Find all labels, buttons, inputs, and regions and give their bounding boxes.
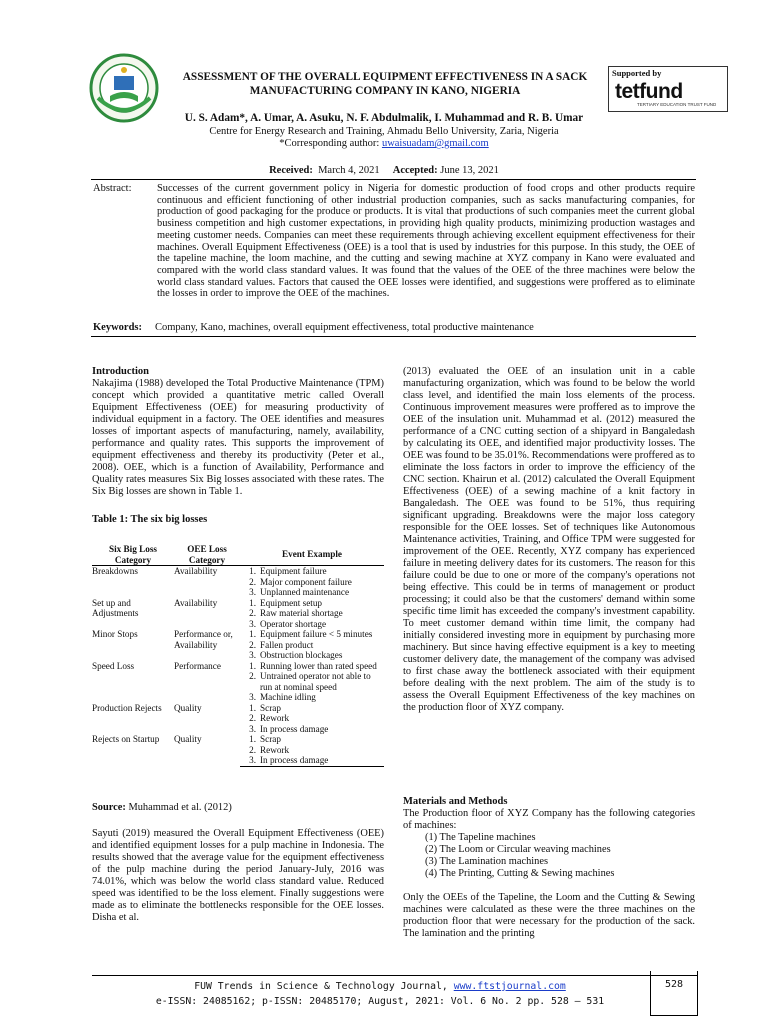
methods-paragraph-2: Only the OEEs of the Tapeline, the Loom and the Cutting & Sewing machines were calculated as these were the three machines on the production floor that were necessary for the production of the sack. The lamination and the printing bbox=[403, 892, 695, 939]
rule-top bbox=[91, 179, 696, 180]
methods-section bbox=[403, 796, 695, 940]
affiliation: Centre for Energy Research and Training, Ahmadu Bello University, Zaria, Nigeria bbox=[209, 126, 559, 137]
event-number: 1. bbox=[249, 734, 256, 744]
table-caption: Table 1: The six big losses bbox=[92, 514, 208, 525]
left-paragraph-2: Sayuti (2019) measured the Overall Equipment Effectiveness (OEE) and identified equipment losses for a pulp machine in Indonesia. The results showed that the average value for the equipment effectiveness of the pulp machine during the period January-July, 2016 was 74.01%, which was below the world class standard value. Reduced speed was identified to be the loss element. Finally suggestions were made as to eliminate the bottlenecks responsible for the OEE losses. Disha et al. bbox=[92, 828, 384, 923]
event-number: 1. bbox=[249, 660, 256, 671]
event-example-cell: Rework bbox=[260, 744, 290, 755]
event-number: 2. bbox=[249, 576, 256, 587]
event-number: 2. bbox=[249, 608, 256, 618]
event-example-cell: Machine idling bbox=[260, 692, 316, 702]
loss-category-cell: Set up and Adjustments bbox=[92, 597, 139, 618]
event-number: 1. bbox=[249, 597, 256, 608]
list-item: (3) The Lamination machines bbox=[425, 856, 549, 867]
rule-bottom bbox=[91, 336, 696, 337]
author-list: U. S. Adam*, A. Umar, A. Asuku, N. F. Abdulmalik, I. Muhammad and R. B. Umar bbox=[184, 112, 584, 124]
event-number: 3. bbox=[249, 587, 256, 597]
loss-category-cell: Breakdowns bbox=[92, 566, 138, 576]
event-example-cell: Rework bbox=[260, 713, 290, 723]
event-example-cell: Equipment setup bbox=[260, 597, 323, 608]
table-row bbox=[92, 566, 384, 577]
keywords-label: Keywords: bbox=[93, 322, 142, 333]
accepted-label: Accepted: bbox=[392, 165, 438, 176]
accepted-date: June 13, 2021 bbox=[440, 165, 499, 176]
oee-category-cell: Availability bbox=[174, 566, 218, 576]
methods-paragraph: The Production floor of XYZ Company has the following categories of machines: bbox=[403, 808, 695, 831]
event-example-cell: Major component failure bbox=[260, 576, 352, 587]
event-number: 3. bbox=[249, 692, 256, 702]
machine-list bbox=[403, 832, 695, 880]
received-label: Received: bbox=[269, 165, 313, 176]
list-item: (1) The Tapeline machines bbox=[425, 832, 536, 843]
table-row bbox=[92, 629, 384, 640]
intro-heading: Introduction bbox=[92, 366, 149, 377]
event-example-cell: Fallen product bbox=[260, 639, 314, 650]
six-big-losses-table bbox=[92, 544, 384, 767]
event-number: 3. bbox=[249, 618, 256, 629]
table-row bbox=[92, 734, 384, 745]
abstract-text: Successes of the current government policy in Nigeria for domestic production of food crops and other products require continuous and efficient functioning of other industrial production companies, such as sacks manufacturing companies, for production of good packaging for the produce or products. It is vital that productions of such companies meet the current global business competition and high customer expectations, in providing high quality products, minimizing production wastages and meeting customer needs. Companies can meet these requirements through achieving excellent equipment effectiveness for their machines. Overall Equipment Effectiveness (OEE) is a tool that is used by industries for this purpose. In this study, the OEE of the tapeline machine, the loom machine, and the cutting and sewing machine at XYZ company in Kano were evaluated and compared with the world class standard values. It was found that the values of the OEE of the three machines were below the world class standard values. Factors that caused the OEE losses were identified, and suggestions were proffered as to eliminate the losses in order to improve the OEE of the machines. bbox=[157, 183, 695, 300]
journal-url-link[interactable]: www.ftstjournal.com bbox=[453, 981, 566, 992]
affiliation-block bbox=[0, 126, 768, 150]
table-header: OEE Loss Category bbox=[174, 544, 240, 566]
loss-category-cell: Production Rejects bbox=[92, 702, 162, 713]
table-row bbox=[92, 703, 384, 714]
event-example-cell: Scrap bbox=[260, 734, 281, 744]
event-number: 2. bbox=[249, 744, 256, 755]
event-number: 1. bbox=[249, 629, 256, 639]
event-example-cell: Running lower than rated speed bbox=[260, 660, 377, 671]
event-number: 3. bbox=[249, 650, 256, 660]
oee-category-cell: Availability bbox=[174, 597, 218, 608]
corresponding-email-link[interactable]: uwaisuadam@gmail.com bbox=[381, 138, 489, 149]
oee-category-cell: Performance bbox=[174, 660, 221, 671]
event-example-cell: Equipment failure < 5 minutes bbox=[260, 629, 373, 639]
footer-issn-line: e-ISSN: 24085162; p-ISSN: 20485170; August, 2021: Vol. 6 No. 2 pp. 528 – 531 bbox=[155, 996, 605, 1007]
keywords-line bbox=[93, 322, 534, 333]
loss-category-cell: Rejects on Startup bbox=[92, 734, 160, 744]
right-paragraph-1: (2013) evaluated the OEE of an insulation unit in a cable manufacturing organization, which was found to be below the world class level, and identified the main loss elements of the process. Continuous improvement measures were proffered as to improve the OEE of the insulation unit. Muhammad et al. (2012) measured the performance of a CNC cutting section of a shipyard in Bangaledash by calculating its OEE, and identified major productivity losses. The OEE was found to be 35.01%. Recommendations were proffered as to eliminate the loss factors in order to improve the efficiency of the CNC section. Khairun et al. (2012) calculated the Overall Equipment Effectiveness (OEE) of a sewing machine of a knit factory in Bangaledash. The OEE was found to be 51%, thus requiring significant upgrading. Breakdowns were the major loss category responsible for the OEE losses. Set of techniques like Autonomous Maintenance activities, Training, and Office TPM were suggested for improvement of the OEE. Recently, XYZ company has experienced failure in meeting delivery dates for its customers. The reason for this failure could be due to one or more of the company's operations not being effective. This could be in terms of management or product processing; it could also be that the customers' demand within some specific time limit has exceeded the company's investment capability. To meet customer demand within time limit, the company had initially considered investing more in equipment by purchasing more machinery. But since having effective equipment is a key to meeting customer delivery date, the management of the company was advised to first chase away the bottleneck associated with their equipment before dealing with the next problem. The aim of the study is to assess the Overall Equipment Effectiveness of the key machines on the production floor of XYZ company. bbox=[403, 366, 695, 713]
event-number: 2. bbox=[249, 639, 256, 650]
table-source bbox=[92, 802, 384, 814]
oee-category-cell: Quality bbox=[174, 734, 202, 744]
list-item: (2) The Loom or Circular weaving machines bbox=[425, 844, 611, 855]
intro-paragraph: Nakajima (1988) developed the Total Productive Maintenance (TPM) concept which provided a quantitative metric called Overall Equipment Effectiveness (OEE) for measuring productivity of individual equipment in a factory. The OEE identifies and measures losses of important aspects of manufacturing, namely, availability, performance and quality rates. This supports the improvement of equipment effectiveness and thereby its productivity (Peter et al., 2008). OEE, which is a function of Availability, Performance and Quality rates measures Six Big losses associated with these rates. The Six Big losses are shown in Table 1. bbox=[92, 378, 384, 497]
event-example-cell: In process damage bbox=[260, 755, 384, 766]
event-number: 1. bbox=[249, 702, 256, 713]
event-example-cell: Unplanned maintenance bbox=[260, 587, 350, 597]
table-row bbox=[92, 661, 384, 672]
event-example-cell: Scrap bbox=[260, 702, 281, 713]
event-example-cell: Operator shortage bbox=[260, 618, 327, 629]
loss-category-cell: Speed Loss bbox=[92, 660, 135, 671]
event-example-cell: Raw material shortage bbox=[260, 608, 343, 618]
page-number: 528 bbox=[650, 971, 698, 1016]
corresponding-author bbox=[0, 138, 768, 150]
event-number: 3. bbox=[240, 755, 260, 766]
methods-heading: Materials and Methods bbox=[403, 796, 508, 807]
oee-category-cell: Performance or, Availability bbox=[174, 629, 233, 650]
source-text: Muhammad et al. (2012) bbox=[128, 802, 232, 813]
table-header: Six Big Loss Category bbox=[92, 544, 174, 566]
loss-category-cell: Minor Stops bbox=[92, 629, 138, 639]
event-number: 3. bbox=[249, 723, 256, 734]
supported-by-label: Supported by bbox=[612, 68, 662, 78]
event-number: 2. bbox=[249, 713, 256, 723]
corresponding-label: *Corresponding author: bbox=[279, 138, 382, 149]
table-header: Event Example bbox=[240, 544, 384, 566]
intro-section bbox=[92, 366, 384, 526]
journal-name: FUW Trends in Science & Technology Journal, bbox=[194, 981, 454, 992]
source-label: Source: bbox=[92, 802, 126, 813]
event-number: 2. bbox=[249, 671, 256, 681]
event-example-cell: Equipment failure bbox=[260, 566, 327, 576]
event-example-cell: Untrained operator not able to run at nominal speed bbox=[260, 671, 371, 692]
received-date: March 4, 2021 bbox=[318, 165, 380, 176]
event-example-cell: In process damage bbox=[260, 723, 329, 734]
footer-journal-line bbox=[120, 981, 640, 992]
table-row bbox=[92, 598, 384, 609]
footer-rule bbox=[92, 975, 697, 976]
event-example-cell: Obstruction blockages bbox=[260, 650, 343, 660]
abstract-label: Abstract: bbox=[93, 183, 132, 194]
paper-title: ASSESSMENT OF THE OVERALL EQUIPMENT EFFECTIVENESS IN A SACK MANUFACTURING COMPANY IN KANO, NIGERIA bbox=[182, 71, 588, 97]
dates-line bbox=[0, 165, 768, 176]
tetfund-subtext: TERTIARY EDUCATION TRUST FUND bbox=[637, 102, 717, 107]
event-number: 1. bbox=[249, 566, 256, 576]
keywords-text: Company, Kano, machines, overall equipment effectiveness, total productive maintenance bbox=[155, 322, 534, 333]
tetfund-logo: tetfund bbox=[615, 80, 683, 103]
oee-category-cell: Quality bbox=[174, 702, 202, 713]
sponsor-box bbox=[608, 66, 728, 112]
list-item: (4) The Printing, Cutting & Sewing machines bbox=[425, 868, 615, 879]
